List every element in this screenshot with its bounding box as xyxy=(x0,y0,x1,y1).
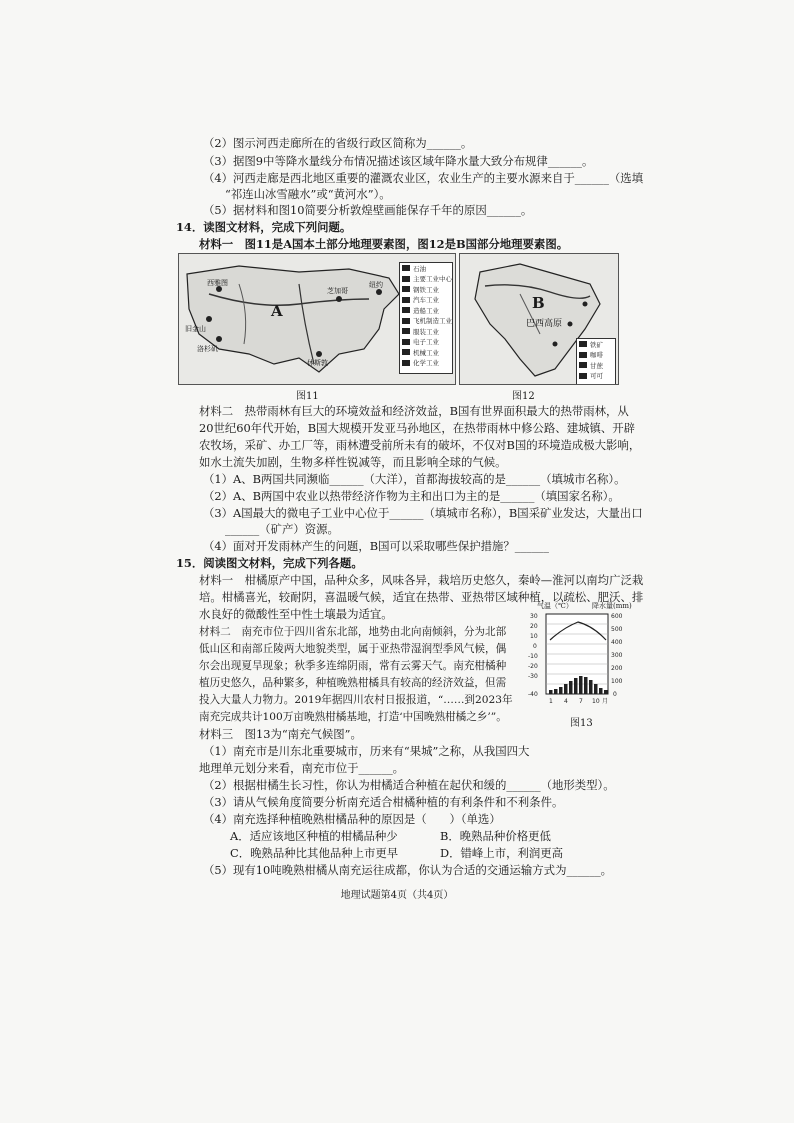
option-c: C．晚熟品种比其他品种上市更早 xyxy=(230,846,399,860)
figure-12-legend xyxy=(576,338,616,385)
q15-material1-line1: 材料一 柑橘原产中国，品种众多，风味各异，栽培历史悠久，秦岭—淮河以南均广泛栽 xyxy=(199,573,644,587)
option-b: B．晚熟品种价格更低 xyxy=(440,829,551,843)
machinery-icon xyxy=(402,349,410,355)
industry-center-icon xyxy=(402,276,410,282)
q15-material3: 材料三 图13为“南充气候图”。 xyxy=(199,727,362,741)
page-footer: 地理试题第4页（共4页） xyxy=(340,890,454,901)
car-icon xyxy=(402,297,410,303)
x-tick: 1 xyxy=(549,698,553,705)
q14-material2-line2: 20世纪60年代开始，B国大规模开发亚马孙地区，在热带雨林中修公路、建城镇、开辟 xyxy=(199,421,636,435)
chart-right-unit: 降水量(mm) xyxy=(592,602,632,610)
question-3: （3）据图9中等降水量线分布情况描述该区域年降水量大致分布规律______。 xyxy=(203,154,594,168)
q14-sub3-cont: ______（矿产）资源。 xyxy=(225,522,339,536)
q14-title: 14．读图文材料，完成下列问题。 xyxy=(176,220,352,234)
y-tick-right: 100 xyxy=(611,678,623,685)
oil-icon xyxy=(402,265,410,271)
legend-item: 甘蔗 xyxy=(577,360,615,371)
q14-material1: 材料一 图11是A国本土部分地理要素图，图12是B国部分地理要素图。 xyxy=(199,237,569,251)
y-tick-right: 500 xyxy=(611,626,623,633)
legend-item: 铁矿 xyxy=(577,339,615,350)
legend-item: 造船工业 xyxy=(400,305,452,316)
iron-icon xyxy=(579,341,587,347)
y-tick-left: -10 xyxy=(528,653,538,660)
q15-sub1: （1）南充市是川东北重要城市，历来有“果城”之称，从我国四大 xyxy=(203,744,530,758)
question-5: （5）据材料和图10简要分析敦煌壁画能保存千年的原因______。 xyxy=(203,203,533,217)
y-tick-left: -40 xyxy=(528,691,538,698)
y-tick-right: 400 xyxy=(611,639,623,646)
climate-chart xyxy=(528,610,632,710)
y-tick-right: 200 xyxy=(611,665,623,672)
option-a: A．适应该地区种植的柑橘品种少 xyxy=(230,829,398,843)
y-tick-left: -30 xyxy=(528,673,538,680)
q15-material2-line1: 材料二 南充市位于四川省东北部，地势由北向南倾斜，分为北部 xyxy=(199,626,507,638)
figure-13-caption: 图13 xyxy=(570,718,593,729)
figure-11-map xyxy=(178,253,456,385)
legend-item: 服装工业 xyxy=(400,326,452,337)
q14-material2-line3: 农牧场，采矿、办工厂等，雨林遭受前所未有的破坏，不仅对B国的环境造成极大影响， xyxy=(199,438,641,452)
y-tick-left: 0 xyxy=(533,643,537,650)
figure-11-caption: 图11 xyxy=(296,391,319,402)
q15-material2-line2: 低山区和南部丘陵两大地貌类型，属于亚热带湿润型季风气候，偶 xyxy=(199,643,507,655)
legend-item: 飞机制造工业 xyxy=(400,316,452,327)
q14-sub2: （2）A、B两国中农业以热带经济作物为主和出口为主的是______（填国家名称）。 xyxy=(203,489,620,503)
map-label-seattle: 西雅图 xyxy=(207,279,228,287)
figure-12-caption: 图12 xyxy=(512,391,535,402)
map-label-sanfrancisco: 旧金山 xyxy=(185,325,206,333)
y-tick-left: 30 xyxy=(530,613,538,620)
country-a-letter: A xyxy=(271,302,283,320)
question-2: （2）图示河西走廊所在的省级行政区简称为______。 xyxy=(203,136,473,150)
electronics-icon xyxy=(402,339,410,345)
y-tick-right: 300 xyxy=(611,652,623,659)
q15-sub1-cont: 地理单元划分来看，南充市位于______。 xyxy=(199,761,405,775)
y-tick-right: 600 xyxy=(611,613,623,620)
y-tick-left: 20 xyxy=(530,623,538,630)
map-label-chicago: 芝加哥 xyxy=(327,287,348,295)
y-tick-left: 10 xyxy=(530,633,538,640)
legend-item: 钢铁工业 xyxy=(400,284,452,295)
q15-material2-line4: 植历史悠久，品种繁多，种植晚熟柑橘具有较高的经济效益，但需 xyxy=(199,677,507,689)
legend-item: 化学工业 xyxy=(400,358,452,369)
legend-item: 机械工业 xyxy=(400,347,452,358)
legend-item: 汽车工业 xyxy=(400,295,452,306)
option-d: D．错峰上市，利润更高 xyxy=(440,846,564,860)
q14-sub4: （4）面对开发雨林产生的问题，B国可以采取哪些保护措施？______ xyxy=(203,539,549,553)
q15-material2-line6: 南充完成共计100万亩晚熟柑橘基地，打造‘中国晚熟柑橘之乡’”。 xyxy=(199,711,507,723)
y-tick-left: -20 xyxy=(528,663,538,670)
q15-material2-line3: 尔会出现夏旱现象；秋季多连绵阴雨，常有云雾天气。南充柑橘种 xyxy=(199,660,507,672)
x-tick: 4 xyxy=(564,698,568,705)
x-tick: 月 xyxy=(602,698,609,705)
chemical-icon xyxy=(402,360,410,366)
map-label-losangeles: 洛杉矶 xyxy=(197,345,218,353)
map-label-newyork: 纽约 xyxy=(369,281,383,289)
map-label-houston: 休斯敦 xyxy=(307,359,328,367)
sugarcane-icon xyxy=(579,362,587,368)
q14-material2-line4: 如水土流失加剧，生物多样性锐减等，而且影响全球的气候。 xyxy=(199,455,507,469)
x-tick: 7 xyxy=(579,698,583,705)
q15-sub4: （4）南充选择种植晚熟柑橘品种的原因是（ ）（单选） xyxy=(203,812,501,826)
legend-item: 咖啡 xyxy=(577,350,615,361)
q15-title: 15．阅读图文材料，完成下列各题。 xyxy=(176,556,363,570)
question-4: （4）河西走廊是西北地区重要的灌溉农业区，农业生产的主要水源来自于______（选填 xyxy=(203,171,644,185)
q14-material2-line1: 材料二 热带雨林有巨大的环境效益和经济效益，B国有世界面积最大的热带雨林，从 xyxy=(199,404,629,418)
legend-item: 电子工业 xyxy=(400,337,452,348)
q14-sub1: （1）A、B两国共同濒临______（大洋），首都海拔较高的是______（填城市名称）。 xyxy=(203,472,626,486)
aircraft-icon xyxy=(402,318,410,324)
q15-sub5: （5）现有10吨晚熟柑橘从南充运往成都，你认为合适的交通运输方式为______。 xyxy=(203,863,613,877)
legend-item: 石油 xyxy=(400,263,452,274)
country-b-letter: B xyxy=(532,294,545,312)
q15-sub3: （3）请从气候角度简要分析南充适合柑橘种植的有利条件和不利条件。 xyxy=(203,795,564,809)
legend-item: 可可 xyxy=(577,371,615,382)
steel-icon xyxy=(402,286,410,292)
figure-11-legend xyxy=(399,262,453,374)
shipbuilding-icon xyxy=(402,307,410,313)
textile-icon xyxy=(402,328,410,334)
q14-sub3: （3）A国最大的微电子工业中心位于______（填城市名称），B国采矿业发达，大量出口 xyxy=(203,506,643,520)
y-tick-right: 0 xyxy=(613,691,617,698)
figure-12-map xyxy=(459,253,619,385)
q15-material2-line5: 投入大量人力物力。2019年据四川农村日报报道，“……到2023年 xyxy=(199,694,513,706)
q15-material1-line2: 培。柑橘喜光，较耐阴，喜温暖气候，适宜在热带、亚热带区域种植，以疏松、肥沃、排 xyxy=(199,590,644,604)
cacao-icon xyxy=(579,373,587,379)
chart-left-unit: 气温（℃） xyxy=(537,602,573,610)
legend-item: 主要工业中心 xyxy=(400,274,452,285)
q15-sub2: （2）根据柑橘生长习性，你认为柑橘适合种植在起伏和缓的______（地形类型）。 xyxy=(203,778,615,792)
q15-material1-line3: 水良好的微酸性至中性土壤最为适宜。 xyxy=(199,607,393,621)
x-tick: 10 xyxy=(592,698,600,705)
coffee-icon xyxy=(579,352,587,358)
question-4-cont: “祁连山冰雪融水”或“黄河水”）。 xyxy=(225,187,391,201)
map-label-brazil-plateau: 巴西高原 xyxy=(526,319,563,329)
